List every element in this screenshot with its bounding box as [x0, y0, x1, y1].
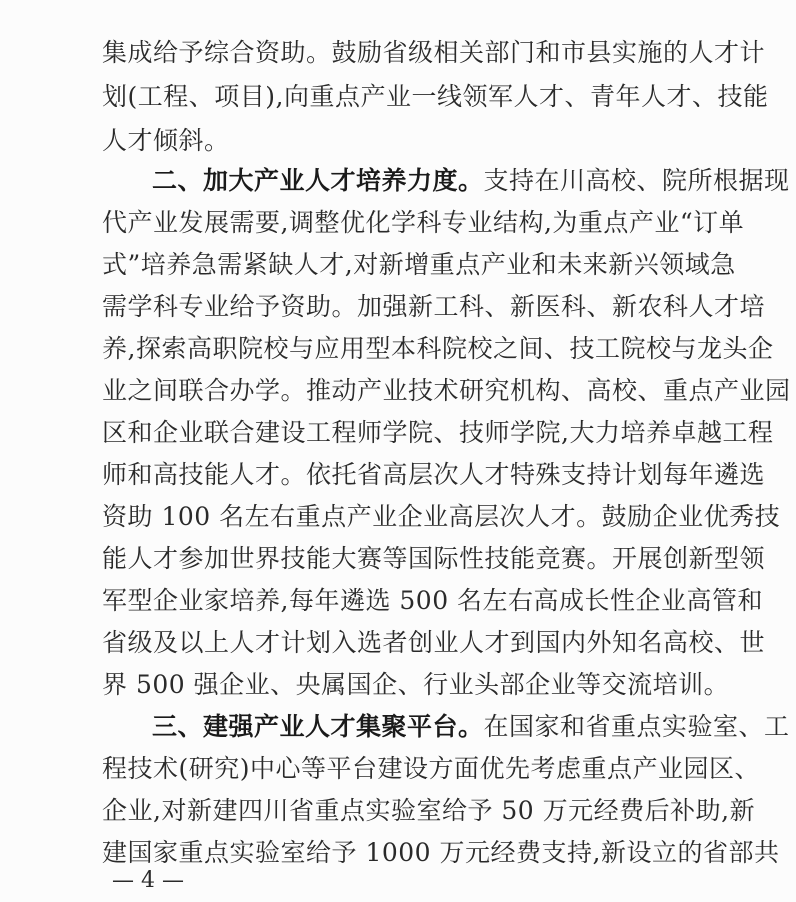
section-2-heading: 二、加大产业人才培养力度。: [152, 166, 484, 195]
text-line: 界 500 强企业、央属国企、行业头部企业等交流培训。: [102, 670, 730, 699]
text-line: 人才倾斜。: [102, 126, 230, 155]
section-3-body-start: 在国家和省重点实验室、工: [483, 712, 790, 741]
section-2-first-line: [152, 160, 790, 202]
text-line: 需学科专业给予资助。加强新工科、新医科、新农科人才培: [102, 292, 766, 321]
section-3-first-line: [152, 706, 790, 748]
text-line: 式”培养急需紧缺人才,对新增重点产业和未来新兴领域急: [102, 250, 736, 279]
page-number: — 4 —: [112, 868, 184, 893]
text-line: 集成给予综合资助。鼓励省级相关部门和市县实施的人才计: [102, 38, 766, 67]
text-line: 师和高技能人才。依托省高层次人才特殊支持计划每年遴选: [102, 460, 766, 489]
section-3-heading: 三、建强产业人才集聚平台。: [152, 712, 484, 741]
text-line: 省级及以上人才计划入选者创业人才到国内外知名高校、世: [102, 628, 766, 657]
text-line: 能人才参加世界技能大赛等国际性技能竞赛。开展创新型领: [102, 544, 766, 573]
text-line: 军型企业家培养,每年遴选 500 名左右高成长性企业高管和: [102, 586, 764, 615]
text-line: 程技术(研究)中心等平台建设方面优先考虑重点产业园区、: [102, 754, 761, 783]
text-line: 养,探索高职院校与应用型本科院校之间、技工院校与龙头企: [102, 334, 774, 363]
text-line: 代产业发展需要,调整优化学科专业结构,为重点产业“订单: [102, 208, 745, 237]
text-line: 企业,对新建四川省重点实验室给予 50 万元经费后补助,新: [102, 796, 756, 825]
text-line: 区和企业联合建设工程师学院、技师学院,大力培养卓越工程: [102, 418, 774, 447]
text-line: 资助 100 名左右重点产业企业高层次人才。鼓励企业优秀技: [102, 502, 781, 531]
text-line: 划(工程、项目),向重点产业一线领军人才、青年人才、技能: [102, 82, 769, 111]
text-line: 业之间联合办学。推动产业技术研究机构、高校、重点产业园: [102, 376, 791, 405]
section-2-body-start: 支持在川高校、院所根据现: [483, 166, 790, 195]
text-line: 建国家重点实验室给予 1000 万元经费支持,新设立的省部共: [102, 838, 780, 867]
